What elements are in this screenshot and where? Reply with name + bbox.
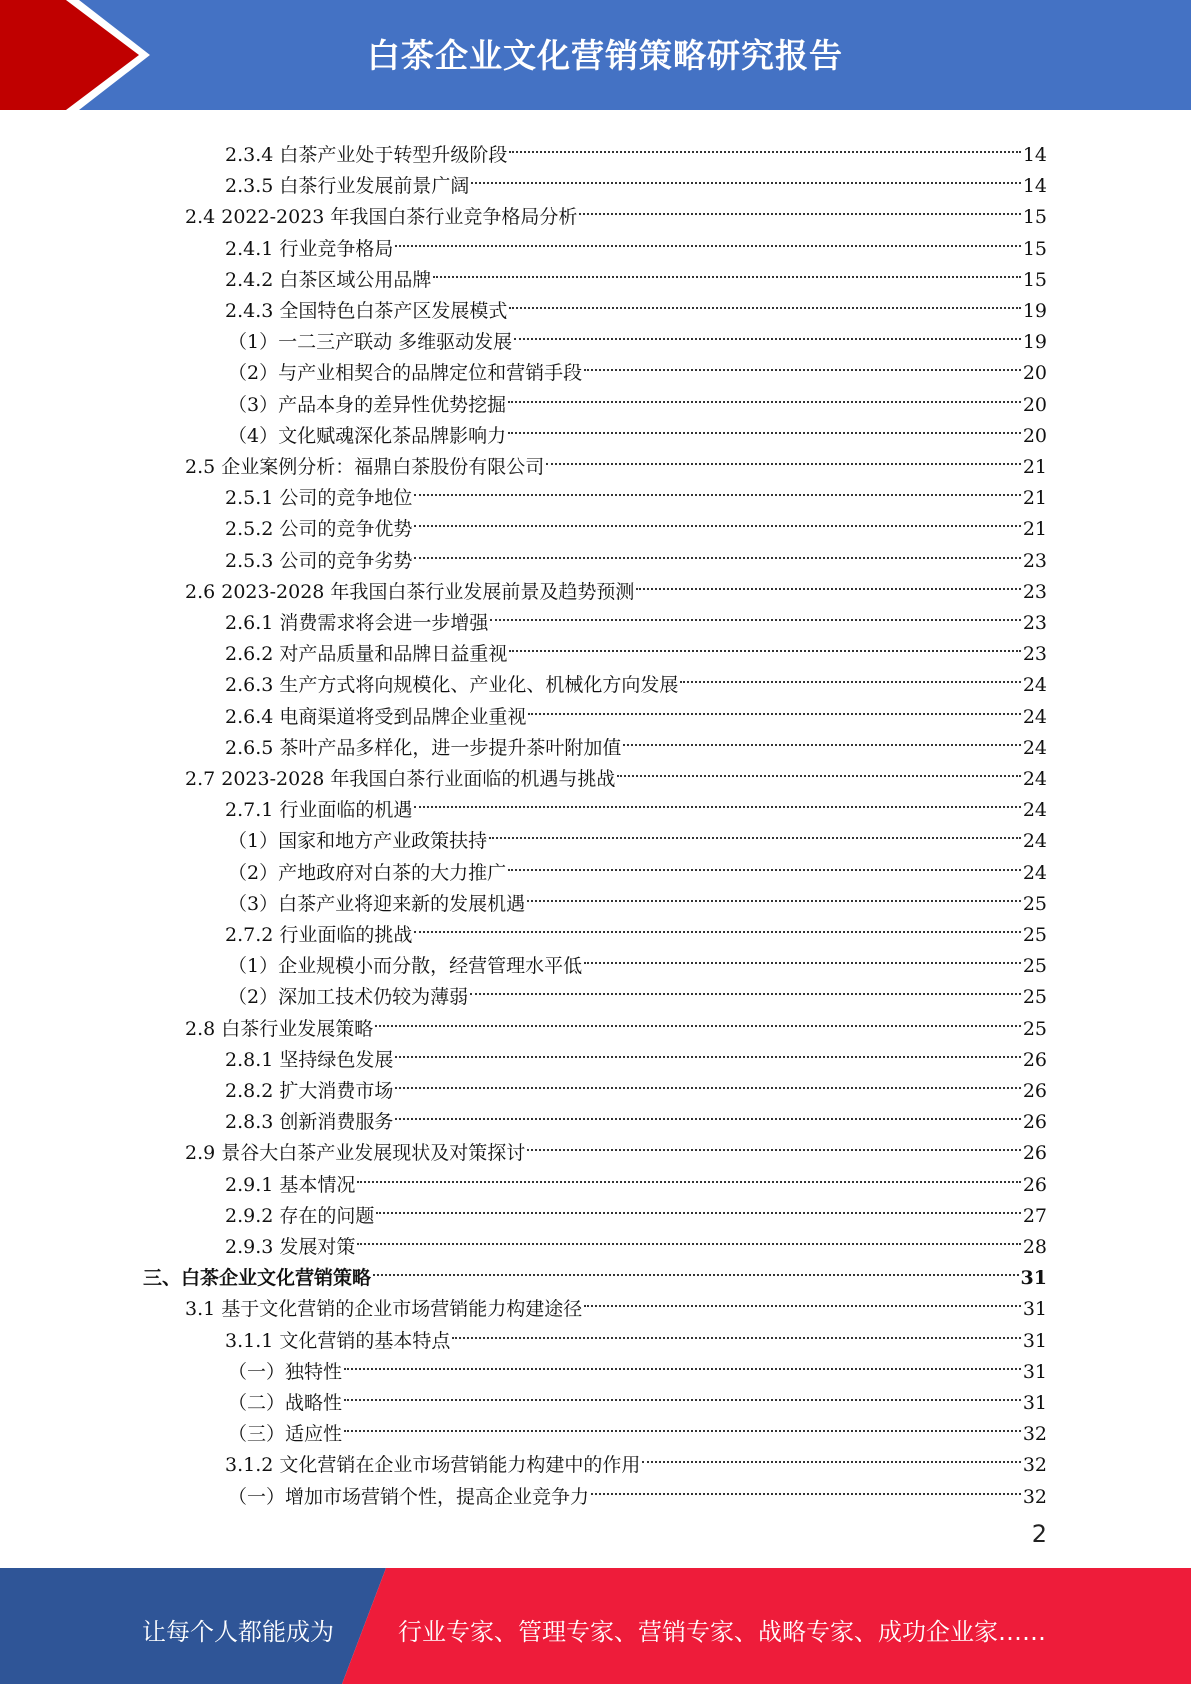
- toc-entry-title: 2.8 白茶行业发展策略: [185, 1017, 374, 1040]
- toc-entry-title: （1）企业规模小而分散，经营管理水平低: [228, 955, 583, 978]
- toc-entry-title: （2）产地政府对白茶的大力推广: [228, 861, 507, 884]
- toc-entry-page: 32: [1022, 1423, 1047, 1446]
- toc-dot-leader: [528, 682, 1020, 715]
- toc-entry-title: 2.7.2 行业面临的挑战: [225, 924, 413, 946]
- footer-bar: [0, 1568, 1191, 1684]
- toc-dot-leader: [414, 463, 1020, 496]
- toc-dot-leader: [344, 1399, 1021, 1432]
- header-bar: [0, 0, 1191, 110]
- toc-entry-page: 20: [1022, 424, 1047, 447]
- toc-entry-title: （3）白茶产业将迎来新的发展机遇: [228, 892, 526, 915]
- toc-entry-page: 23: [1022, 612, 1047, 634]
- toc-dot-leader: [579, 182, 1020, 215]
- toc-dot-leader: [489, 806, 1021, 839]
- toc-entry-title: 2.6.1 消费需求将会进一步增强: [225, 612, 489, 634]
- toc-dot-leader: [376, 1181, 1020, 1214]
- toc-entry-title: （2）深加工技术仍较为薄弱: [228, 986, 469, 1009]
- toc-entry-title: 3.1.1 文化营销的基本特点: [225, 1329, 451, 1352]
- toc-entry-title: 2.5.3 公司的竞争劣势: [225, 549, 413, 572]
- toc-dot-leader: [357, 1150, 1020, 1183]
- toc-entry[interactable]: [228, 1470, 1047, 1508]
- toc-entry-page: 31: [1020, 1267, 1047, 1290]
- toc-dot-leader: [395, 1087, 1020, 1120]
- toc-dot-leader: [433, 245, 1020, 278]
- toc-dot-leader: [508, 370, 1021, 403]
- toc-entry-page: 31: [1022, 1360, 1047, 1383]
- toc-entry-page: 23: [1022, 643, 1047, 666]
- toc-entry-title: 2.5.1 公司的竞争地位: [225, 487, 413, 510]
- toc-entry-title: （一）增加市场营销个性，提高企业竞争力: [228, 1485, 590, 1508]
- toc-entry-page: 32: [1022, 1454, 1047, 1477]
- toc-dot-leader: [414, 494, 1020, 527]
- toc-entry-page: 24: [1022, 799, 1047, 822]
- toc-dot-leader: [636, 557, 1020, 590]
- header-arrow-decoration: [0, 0, 150, 110]
- toc-dot-leader: [584, 931, 1021, 964]
- toc-entry-page: 15: [1022, 268, 1047, 291]
- toc-entry-title: 2.7 2023-2028 年我国白茶行业面临的机遇与挑战: [185, 768, 616, 790]
- toc-entry-title: 2.9 景谷大白茶产业发展现状及对策探讨: [185, 1142, 526, 1165]
- toc-entry-page: 26: [1022, 1173, 1047, 1196]
- toc-entry-page: 14: [1022, 175, 1047, 198]
- toc-dot-leader: [490, 588, 1020, 621]
- toc-entry-page: 26: [1022, 1080, 1047, 1102]
- toc-entry-title: 2.6.5 茶叶产品多样化，进一步提升茶叶附加值: [225, 736, 622, 759]
- toc-entry-page: 26: [1022, 1142, 1047, 1165]
- toc-dot-leader: [509, 120, 1020, 153]
- toc-entry-title: 2.9.2 存在的问题: [225, 1204, 375, 1227]
- footer-slogan-right: 行业专家、管理专家、营销专家、战略专家、成功企业家……: [398, 1618, 1046, 1646]
- toc-dot-leader: [414, 900, 1020, 933]
- toc-dot-leader: [414, 526, 1020, 559]
- toc-entry-title: 2.9.1 基本情况: [225, 1173, 356, 1196]
- toc-entry-page: 25: [1022, 955, 1047, 978]
- toc-entry-title: 2.3.5 白茶行业发展前景广阔: [225, 175, 470, 198]
- toc-entry-page: 20: [1022, 393, 1047, 416]
- toc-entry-title: 2.8.1 坚持绿色发展: [225, 1048, 394, 1071]
- toc-entry-page: 14: [1022, 144, 1047, 166]
- toc-entry-page: 28: [1022, 1236, 1047, 1258]
- toc-entry-title: 2.4.1 行业竞争格局: [225, 237, 394, 260]
- toc-dot-leader: [527, 869, 1021, 902]
- toc-entry-title: （1）国家和地方产业政策扶持: [228, 830, 488, 853]
- toc-entry-page: 21: [1022, 487, 1047, 510]
- toc-dot-leader: [508, 401, 1021, 434]
- toc-dot-leader: [471, 151, 1020, 184]
- toc-entry-page: 25: [1022, 1017, 1047, 1040]
- report-title: 白茶企业文化营销策略研究报告: [367, 36, 843, 75]
- toc-entry-title: （三）适应性: [228, 1423, 343, 1446]
- toc-entry-title: （一）独特性: [228, 1360, 343, 1383]
- toc-entry-title: 2.4.3 全国特色白茶产区发展模式: [225, 300, 508, 322]
- toc-entry-title: （2）与产业相契合的品牌定位和营销手段: [228, 362, 583, 385]
- toc-entry-title: 2.9.3 发展对策: [225, 1236, 356, 1258]
- toc-entry-page: 21: [1022, 518, 1047, 541]
- toc-dot-leader: [527, 1118, 1021, 1151]
- toc-dot-leader: [514, 307, 1021, 340]
- toc-dot-leader: [680, 650, 1020, 683]
- toc-entry-page: 26: [1022, 1111, 1047, 1134]
- toc-dot-leader: [617, 744, 1020, 777]
- toc-entry-title: 2.7.1 行业面临的机遇: [225, 799, 413, 822]
- toc-entry-page: 25: [1022, 892, 1047, 915]
- toc-dot-leader: [546, 432, 1021, 465]
- toc-dot-leader: [375, 994, 1021, 1027]
- toc-dot-leader: [373, 1243, 1019, 1276]
- toc-dot-leader: [642, 1430, 1020, 1463]
- toc-entry-page: 20: [1022, 362, 1047, 385]
- toc-entry-page: 27: [1022, 1204, 1047, 1227]
- toc-dot-leader: [395, 1025, 1020, 1058]
- toc-dot-leader: [344, 1337, 1021, 1370]
- toc-entry-page: 24: [1022, 830, 1047, 853]
- toc-entry-page: 26: [1022, 1048, 1047, 1071]
- toc-dot-leader: [584, 1274, 1021, 1307]
- toc-entry-title: 2.8.3 创新消费服务: [225, 1111, 394, 1134]
- toc-entry-title: （4）文化赋魂深化茶品牌影响力: [228, 424, 507, 447]
- toc-dot-leader: [584, 338, 1021, 371]
- toc-entry-page: 32: [1022, 1485, 1047, 1508]
- toc-dot-leader: [591, 1462, 1021, 1495]
- toc-dot-leader: [508, 838, 1021, 871]
- toc-dot-leader: [395, 1056, 1020, 1089]
- toc-entry-page: 15: [1022, 206, 1047, 229]
- toc-entry-title: （3）产品本身的差异性优势挖掘: [228, 393, 507, 416]
- toc-entry-title: 2.4.2 白茶区域公用品牌: [225, 268, 432, 291]
- page-number: 2: [1031, 1520, 1047, 1548]
- toc-entry-page: 21: [1022, 456, 1047, 478]
- toc-entry-page: 31: [1022, 1298, 1047, 1321]
- toc-entry-title: 三、白茶企业文化营销策略: [143, 1267, 372, 1290]
- toc-entry-page: 19: [1022, 300, 1047, 322]
- toc-entry-title: 2.6.4 电商渠道将受到品牌企业重视: [225, 705, 527, 728]
- toc-entry-page: 24: [1022, 861, 1047, 884]
- toc-entry-title: 2.6 2023-2028 年我国白茶行业发展前景及趋势预测: [185, 580, 635, 603]
- toc-entry-page: 31: [1022, 1329, 1047, 1352]
- toc-entry-title: 2.5 企业案例分析：福鼎白茶股份有限公司: [185, 456, 545, 478]
- toc-dot-leader: [623, 713, 1020, 746]
- toc-entry-page: 23: [1022, 580, 1047, 603]
- toc-entry-page: 24: [1022, 768, 1047, 790]
- toc-entry-page: 25: [1022, 986, 1047, 1009]
- toc-entry-page: 24: [1022, 674, 1047, 697]
- toc-dot-leader: [452, 1306, 1020, 1339]
- toc-entry-title: 3.1 基于文化营销的企业市场营销能力构建途径: [185, 1298, 583, 1321]
- toc-entry-page: 24: [1022, 736, 1047, 759]
- toc-entry-title: 3.1.2 文化营销在企业市场营销能力构建中的作用: [225, 1454, 641, 1477]
- toc-entry-page: 31: [1022, 1392, 1047, 1414]
- toc-entry-title: 2.3.4 白茶产业处于转型升级阶段: [225, 144, 508, 166]
- toc-entry-title: （1）一二三产联动 多维驱动发展: [228, 331, 513, 354]
- toc-dot-leader: [344, 1368, 1021, 1401]
- toc-entry-page: 19: [1022, 331, 1047, 354]
- toc-entry-title: 2.8.2 扩大消费市场: [225, 1080, 394, 1102]
- toc-dot-leader: [357, 1212, 1020, 1245]
- toc-entry-page: 25: [1022, 924, 1047, 946]
- toc-dot-leader: [395, 214, 1020, 247]
- toc-entry-title: 2.4 2022-2023 年我国白茶行业竞争格局分析: [185, 206, 578, 229]
- toc-dot-leader: [509, 276, 1020, 309]
- toc-entry-title: 2.5.2 公司的竞争优势: [225, 518, 413, 541]
- toc-dot-leader: [509, 619, 1020, 652]
- toc-dot-leader: [470, 962, 1021, 995]
- toc-entry-page: 15: [1022, 237, 1047, 260]
- toc-dot-leader: [414, 775, 1020, 808]
- toc-entry-title: 2.6.2 对产品质量和品牌日益重视: [225, 643, 508, 666]
- footer-slogan-left: 让每个人都能成为: [142, 1618, 334, 1646]
- toc-entry-page: 23: [1022, 549, 1047, 572]
- toc-entry-page: 24: [1022, 705, 1047, 728]
- toc-entry-title: （二）战略性: [228, 1392, 343, 1414]
- toc-entry-title: 2.6.3 生产方式将向规模化、产业化、机械化方向发展: [225, 674, 679, 697]
